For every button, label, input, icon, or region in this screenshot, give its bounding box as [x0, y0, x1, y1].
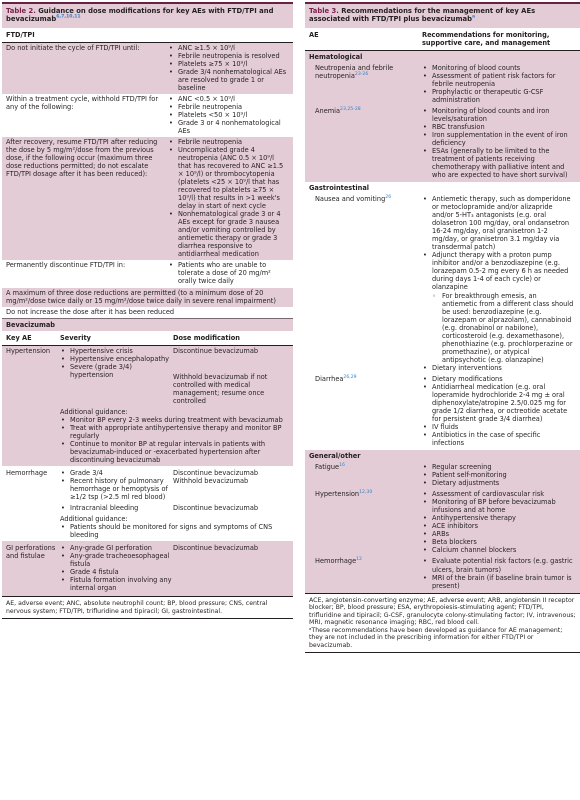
list-item: • Prophylactic or therapeutic G-CSF administration	[422, 88, 574, 104]
list-item: • Dietary adjustments	[422, 479, 574, 487]
list-item: • Nonhematological grade 3 or 4 AEs except for grade 3 nausea and/or vomiting controlled by antiemetic therapy or grade 3 diarrhea responsive to antidiarrheal medication	[168, 210, 288, 258]
bev-hemorrhage-block: Hemorrhage • Grade 3/4 • Recent history of pulmonary hemorrhage or hemoptysis of ≥1/2 tsp (>2.5 ml red blood) • Intracranial bleeding Discontinue bevacizumab Withhold bevacizumab Discontinue bevacizumab Additional guidance: • Patients should be monitored for signs and symptoms of CNS bleeding	[2, 466, 293, 541]
list-item: • Patient self-monitoring	[422, 471, 574, 479]
ftd-tpi-header: FTD/TPI	[2, 28, 293, 43]
list-item: • RBC transfusion	[422, 123, 574, 131]
list-item: • Hypertensive encephalopathy	[60, 355, 173, 363]
list-item: • Dietary modifications	[422, 375, 574, 383]
list-item: • Monitoring of blood counts	[422, 64, 574, 72]
list-item: • Antidiarrheal medication (e.g. oral loperamide hydrochloride 2-4 mg ± oral diphenoxylate/atropine 2.5/0.025 mg for grade 1/2 diarrhea, or octreotide acetate for persistent grade 3/4 diarrhea)	[422, 383, 574, 423]
nausea-list	[422, 195, 574, 291]
list-item: • Treat with appropriate antihypertensive therapy and monitor BP regularly	[60, 424, 285, 440]
diarrhea-list	[422, 375, 574, 447]
list-item: • Adjunct therapy with a proton pump inhibitor and/or a benzodiazepine (e.g. lorazepam 0.5-2 mg every 6 h as needed during days 1-4 of each cycle) or olanzapine	[422, 251, 574, 291]
list-item: • Any-grade GI perforation	[60, 544, 173, 552]
list-item: • Severe (grade 3/4) hypertension	[60, 363, 173, 379]
list-item: • Fistula formation involving any internal organ	[60, 576, 173, 592]
ftd-row-max-reductions: A maximum of three dose reductions are permitted (to a minimum dose of 20 mg/m²/dose twice daily or 15 mg/m²/dose twice daily in severe renal impairment)	[2, 288, 293, 307]
list-item: • ARBs	[422, 530, 574, 538]
table-3-footnote: ACE, angiotensin-converting enzyme; AE, adverse event; ARB, angiotensin II receptor blocker; BP, blood pressure; ESA, erythropoiesis-stimulating agent; FTD/TPI, trifluridine and tipiracil; G-CSF, granulocyte colony-stimulating factor; IV, intravenous; MRI, magnetic resonance imaging; RBC, red blood cell. ᵃThese recommendations have been developed as guidance for AE management; they are not included in the prescribing information for either FTD/TPI or bevacizumab.	[305, 593, 580, 652]
ftd-row-withhold: Within a treatment cycle, withhold FTD/TPI for any of the following: • ANC <0.5 × 10⁹/l • Febrile neutropenia • Platelets <50 × 10⁹/l • Grade 3 or 4 nonhematological AEs	[2, 94, 293, 137]
list-item: • Continue to monitor BP at regular intervals in patients with bevacizumab-induced or -exacerbated hypertension after discontinuing bevacizumab	[60, 440, 285, 464]
list-item: • ANC ≥1.5 × 10⁹/l	[168, 44, 288, 52]
ftd-row-no-increase: Do not increase the dose after it has been reduced	[2, 307, 293, 319]
gi-severity-list	[60, 544, 173, 592]
list-item: • Antiemetic therapy, such as domperidone or metoclopramide and/or alizapride and/or 5-HT₃ antagonists (e.g. oral dolasetron 100 mg/day, oral ondansetron 16-24 mg/day, oral granisetron 1-2 mg/day, or granisetron 3.1 mg/day via transdermal patch)	[422, 195, 574, 251]
hem-additional-list	[60, 523, 285, 539]
neutropenia-list	[422, 64, 574, 104]
list-item: • Monitor BP every 2-3 weeks during treatment with bevacizumab	[60, 416, 285, 424]
gastrointestinal-section: Gastrointestinal Nausea and vomiting$^{26}$ • Antiemetic therapy, such as domperidone or metoclopramide and/or alizapride and/or 5-HT₃ antagonists (e.g. oral dolasetron 100 mg/day, oral ondansetron 16-24 mg/day, oral granisetron 1-2 mg/day, or granisetron 3.1 mg/day via transdermal patch) • Adjunct therapy with a proton pump inhibitor and/or a benzodiazepine (e.g. lorazepam 0.5-2 mg every 6 h as needed during days 1-4 of each cycle) or olanzapine ◦ For breakthrough emesis, an antiemetic from a different class should be used: benzodiazepine (e.g. lorazepam or alprazolam), cannabinoid (e.g. dronabinol or nabilone), corticosteroid (e.g. dexamethasone), phenothiazine (e.g. prochlorperazine or promethazine), or atypical antipsychotic (e.g. olanzapine) • Dietary interventions Diarrhea$^{26,29}$ • Dietary modifications • Antidiarrheal medication (e.g. oral loperamide hydrochloride 2-4 mg ± oral diphenoxylate/atropine 2.5/0.025 mg for grade 1/2 diarrhea, or octreotide acetate for persistent grade 3/4 diarrhea) • IV fluids • Antibiotics in the case of specific infections	[305, 182, 580, 450]
list-item: • IV fluids	[422, 423, 574, 431]
ftd-initiate-list	[168, 44, 288, 92]
list-item: • Grade 4 fistula	[60, 568, 173, 576]
list-item: • Evaluate potential risk factors (e.g. gastric ulcers, brain tumors)	[422, 557, 574, 573]
hematological-section: Hematological Neutropenia and febrile neutropenia$^{23-26}$ • Monitoring of blood counts • Assessment of patient risk factors for febrile neutropenia • Prophylactic or therapeutic G-CSF administration Anemia$^{23,25-28}$ • Monitoring of blood counts and iron levels/saturation • RBC transfusion • Iron supplementation in the event of iron deficiency • ESAs (generally to be limited to the treatment of patients receiving chemotherapy with palliative intent and who are expected to have short survival)	[305, 51, 580, 182]
bev-column-headers: Key AE Severity Dose modification	[2, 331, 293, 346]
anemia-list	[422, 107, 574, 179]
hypertension-list	[422, 490, 574, 554]
breakthrough-emesis-item: ◦ For breakthrough emesis, an antiemetic from a different class should be used: benzodiazepine (e.g. lorazepam or alprazolam), cannabinoid (e.g. dronabinol or nabilone), corticosteroid (e.g. dexamethasone), phenothiazine (e.g. prochlorperazine or promethazine), or atypical antipsychotic (e.g. olanzapine)	[422, 292, 574, 364]
list-item: • Febrile neutropenia	[168, 138, 288, 146]
table-3	[305, 2, 580, 653]
table-3-column-headers: AE Recommendations for monitoring, supportive care, and management	[305, 28, 580, 51]
list-item: • Antibiotics in the case of specific infections	[422, 431, 574, 447]
list-item: • Assessment of patient risk factors for febrile neutropenia	[422, 72, 574, 88]
list-item: • Dietary interventions	[422, 364, 574, 372]
list-item: • Grade 3 or 4 nonhematological AEs	[168, 119, 288, 135]
htn-additional-list	[60, 416, 285, 464]
list-item: • Monitoring of blood counts and iron levels/saturation	[422, 107, 574, 123]
list-item: • Patients who are unable to tolerate a dose of 20 mg/m² orally twice daily	[168, 261, 288, 285]
list-item: • ACE inhibitors	[422, 522, 574, 530]
general-section: General/other Fatigue$^{16}$ • Regular screening • Patient self-monitoring • Dietary adjustments Hypertension$^{12,30}$ • Assessment of cardiovascular risk • Monitoring of BP before bevacizumab infusions and at home • Antihypertensive therapy • ACE inhibitors • ARBs • Beta blockers • Calcium channel blockers Hemorrhage$^{12}$ • Evaluate potential risk factors (e.g. gastric ulcers, brain tumors) • MRI of the brain (if baseline brain tumor is present)	[305, 450, 580, 593]
ftd-withhold-list	[168, 95, 288, 135]
list-item: • Febrile neutropenia	[168, 103, 288, 111]
ftd-row-reduce: After recovery, resume FTD/TPI after reducing the dose by 5 mg/m²/dose from the previous dose, if the following occur (maximum three dose reductions permitted; do not escalate FTD/TPI dosage after it has been reduced): • Febrile neutropenia • Uncomplicated grade 4 neutropenia (ANC 0.5 × 10⁹/l that has recovered to ANC ≥1.5 × 10⁹/l) or thrombocytopenia (platelets <25 × 10⁹/l that has recovered to platelets ≥75 × 10⁹/l) that results in >1 week's delay in start of next cycle • Nonhematological grade 3 or 4 AEs except for grade 3 nausea and/or vomiting controlled by antiemetic therapy or grade 3 diarrhea responsive to antidiarrheal medication	[2, 137, 293, 260]
table-2-caption: Table 2. Guidance on dose modifications for key AEs with FTD/TPI and bevacizumab$^{6,7,10,11}$	[2, 2, 293, 28]
table-2	[2, 2, 293, 619]
fatigue-list	[422, 463, 574, 487]
bev-hypertension-block: Hypertension • Hypertensive crisis • Hypertensive encephalopathy • Severe (grade 3/4) hypertension Discontinue bevacizumab Withhold bevacizumab if not controlled with medical management; resume once controlled Additional guidance: • Monitor BP every 2-3 weeks during treatment with bevacizumab • Treat with appropriate antihypertensive therapy and monitor BP regularly • Continue to monitor BP at regular intervals in patients with bevacizumab-induced or -exacerbated hypertension after discontinuing bevacizumab	[2, 346, 293, 466]
list-item: • Platelets ≥75 × 10⁹/l	[168, 60, 288, 68]
list-item: • Monitoring of BP before bevacizumab infusions and at home	[422, 498, 574, 514]
ftd-row-initiate: Do not initiate the cycle of FTD/TPI until: • ANC ≥1.5 × 10⁹/l • Febrile neutropenia is resolved • Platelets ≥75 × 10⁹/l • Grade 3/4 nonhematological AEs are resolved to grade 1 or baseline	[2, 43, 293, 94]
ftd-reduce-list	[168, 138, 288, 258]
list-item: • Patients should be monitored for signs and symptoms of CNS bleeding	[60, 523, 285, 539]
ftd-discontinue-list	[168, 261, 288, 285]
table-3-caption: Table 3. Recommendations for the management of key AEs associated with FTD/TPI plus bevacizumab$^a$	[305, 2, 580, 28]
list-item: • Hypertensive crisis	[60, 347, 173, 355]
list-item: • Febrile neutropenia is resolved	[168, 52, 288, 60]
list-item: • ANC <0.5 × 10⁹/l	[168, 95, 288, 103]
list-item: • Any-grade tracheoesophageal fistula	[60, 552, 173, 568]
list-item: • Regular screening	[422, 463, 574, 471]
list-item: • Assessment of cardiovascular risk	[422, 490, 574, 498]
bevacizumab-header: Bevacizumab	[2, 319, 293, 331]
list-item: • Calcium channel blockers	[422, 546, 574, 554]
list-item: • Grade 3/4 nonhematological AEs are resolved to grade 1 or baseline	[168, 68, 288, 92]
bev-gi-block: GI perforations and fistulae • Any-grade GI perforation • Any-grade tracheoesophageal fistula • Grade 4 fistula • Fistula formation involving any internal organ Discontinue bevacizumab	[2, 541, 293, 596]
list-item: • Iron supplementation in the event of iron deficiency	[422, 131, 574, 147]
list-item: • Beta blockers	[422, 538, 574, 546]
list-item: • Platelets <50 × 10⁹/l	[168, 111, 288, 119]
list-item: • Uncomplicated grade 4 neutropenia (ANC 0.5 × 10⁹/l that has recovered to ANC ≥1.5 × 10⁹/l) or thrombocytopenia (platelets <25 × 10⁹/l that has recovered to platelets ≥75 × 10⁹/l) that results in >1 week's delay in start of next cycle	[168, 146, 288, 210]
list-item: • Antihypertensive therapy	[422, 514, 574, 522]
nausea-list-2	[422, 364, 574, 372]
list-item: • ESAs (generally to be limited to the treatment of patients receiving chemotherapy with palliative intent and who are expected to have short survival)	[422, 147, 574, 179]
hemorrhage-list	[422, 557, 574, 589]
table-2-footnote: AE, adverse event; ANC, absolute neutrophil count; BP, blood pressure; CNS, central nervous system; FTD/TPI, trifluridine and tipiracil; GI, gastrointestinal.	[2, 596, 293, 617]
list-item: • MRI of the brain (if baseline brain tumor is present)	[422, 574, 574, 590]
htn-severity-list	[60, 347, 173, 405]
ftd-row-discontinue: Permanently discontinue FTD/TPI in: • Patients who are unable to tolerate a dose of 20 mg/m² orally twice daily	[2, 260, 293, 287]
